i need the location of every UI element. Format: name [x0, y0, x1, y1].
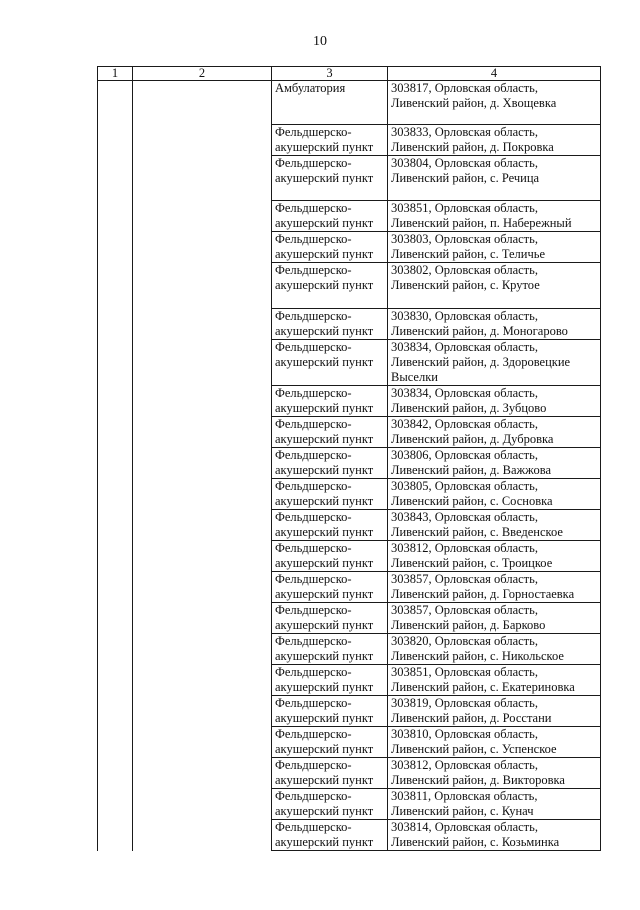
facility-name-line: Фельдшерско- — [275, 572, 352, 586]
column-header-3: 3 — [272, 67, 388, 81]
address-line: Ливенский район, с. Введенское — [391, 525, 563, 539]
facility-name-line: акушерский пункт — [275, 278, 374, 292]
cell-col2 — [133, 386, 272, 417]
facility-name-line: Фельдшерско- — [275, 510, 352, 524]
facility-name-cell — [272, 448, 388, 479]
table-row — [98, 727, 601, 758]
table-row — [98, 572, 601, 603]
facility-name-line: Фельдшерско- — [275, 309, 352, 323]
cell-col2 — [133, 696, 272, 727]
facility-name-line: Фельдшерско- — [275, 340, 352, 354]
address-line: 303851, Орловская область, — [391, 201, 538, 215]
address-line: Ливенский район, д. Хвощевка — [391, 96, 557, 110]
address-cell — [388, 417, 601, 448]
address-line: Выселки — [391, 370, 438, 384]
address-cell — [388, 201, 601, 232]
cell-col1 — [98, 156, 133, 201]
address-cell — [388, 634, 601, 665]
facility-name-cell — [272, 510, 388, 541]
cell-col1 — [98, 603, 133, 634]
address-line: 303810, Орловская область, — [391, 727, 538, 741]
cell-col2 — [133, 665, 272, 696]
cell-col1 — [98, 263, 133, 309]
facility-name-cell — [272, 340, 388, 386]
facility-name-line: акушерский пункт — [275, 556, 374, 570]
cell-col1 — [98, 727, 133, 758]
facilities-table — [97, 66, 601, 851]
address-line: 303857, Орловская область, — [391, 572, 538, 586]
address-line: 303834, Орловская область, — [391, 340, 538, 354]
address-cell — [388, 263, 601, 309]
cell-col1 — [98, 572, 133, 603]
address-line: Ливенский район, с. Успенское — [391, 742, 557, 756]
cell-col1 — [98, 665, 133, 696]
table-row — [98, 789, 601, 820]
address-cell — [388, 727, 601, 758]
cell-col2 — [133, 758, 272, 789]
facility-name-line: Фельдшерско- — [275, 541, 352, 555]
address-line: Ливенский район, с. Речица — [391, 171, 540, 185]
facility-name-line: акушерский пункт — [275, 216, 374, 230]
cell-col2 — [133, 81, 272, 125]
address-cell — [388, 541, 601, 572]
column-header-4: 4 — [388, 67, 601, 81]
facility-name-cell — [272, 758, 388, 789]
address-line: 303806, Орловская область, — [391, 448, 538, 462]
cell-col1 — [98, 696, 133, 727]
cell-col1 — [98, 417, 133, 448]
facility-name-cell — [272, 417, 388, 448]
cell-col1 — [98, 758, 133, 789]
facility-name-cell — [272, 634, 388, 665]
address-line: Ливенский район, с. Сосновка — [391, 494, 553, 508]
address-line: Ливенский район, д. Горностаевка — [391, 587, 575, 601]
facility-name-line: Фельдшерско- — [275, 417, 352, 431]
cell-col2 — [133, 448, 272, 479]
facility-name-cell — [272, 263, 388, 309]
cell-col2 — [133, 125, 272, 156]
cell-col2 — [133, 820, 272, 851]
cell-col2 — [133, 634, 272, 665]
address-line: 303805, Орловская область, — [391, 479, 538, 493]
facility-name-line: Фельдшерско- — [275, 479, 352, 493]
table-row — [98, 125, 601, 156]
facility-name-line: акушерский пункт — [275, 649, 374, 663]
address-line: Ливенский район, с. Кунач — [391, 804, 534, 818]
address-line: Ливенский район, с. Козьминка — [391, 835, 560, 849]
address-line: Ливенский район, д. Дубровка — [391, 432, 554, 446]
facility-name-cell — [272, 201, 388, 232]
address-line: Ливенский район, д. Важжова — [391, 463, 552, 477]
address-cell — [388, 232, 601, 263]
facility-name-line: Фельдшерско- — [275, 820, 352, 834]
facility-name-cell — [272, 541, 388, 572]
facility-name-cell — [272, 156, 388, 201]
table-row — [98, 81, 601, 125]
cell-col2 — [133, 510, 272, 541]
facility-name-cell — [272, 603, 388, 634]
address-line: 303834, Орловская область, — [391, 386, 538, 400]
facility-name-line: акушерский пункт — [275, 355, 374, 369]
address-cell — [388, 386, 601, 417]
facility-name-cell — [272, 696, 388, 727]
facility-name-line: Фельдшерско- — [275, 448, 352, 462]
facility-name-cell — [272, 572, 388, 603]
cell-col1 — [98, 479, 133, 510]
page-number: 10 — [313, 34, 327, 49]
table-row — [98, 479, 601, 510]
address-line: 303851, Орловская область, — [391, 665, 538, 679]
facility-name-line: акушерский пункт — [275, 525, 374, 539]
cell-col2 — [133, 727, 272, 758]
address-line: Ливенский район, д. Зубцово — [391, 401, 547, 415]
cell-col2 — [133, 541, 272, 572]
table-row — [98, 309, 601, 340]
cell-col2 — [133, 789, 272, 820]
table-row — [98, 232, 601, 263]
facility-name-line: акушерский пункт — [275, 711, 374, 725]
table-row — [98, 541, 601, 572]
facility-name-line: акушерский пункт — [275, 742, 374, 756]
cell-col1 — [98, 125, 133, 156]
cell-col1 — [98, 820, 133, 851]
address-cell — [388, 758, 601, 789]
facility-name-line: акушерский пункт — [275, 804, 374, 818]
address-line: Ливенский район, с. Крутое — [391, 278, 540, 292]
address-line: 303820, Орловская область, — [391, 634, 538, 648]
cell-col1 — [98, 510, 133, 541]
cell-col1 — [98, 541, 133, 572]
address-line: 303804, Орловская область, — [391, 156, 538, 170]
cell-col2 — [133, 309, 272, 340]
cell-col1 — [98, 789, 133, 820]
address-line: 303812, Орловская область, — [391, 758, 538, 772]
address-line: 303842, Орловская область, — [391, 417, 538, 431]
cell-col1 — [98, 232, 133, 263]
address-line: Ливенский район, п. Набережный — [391, 216, 572, 230]
cell-col1 — [98, 81, 133, 125]
facility-name-line: Фельдшерско- — [275, 696, 352, 710]
address-cell — [388, 340, 601, 386]
table-row — [98, 263, 601, 309]
table-row — [98, 665, 601, 696]
cell-col2 — [133, 417, 272, 448]
address-cell — [388, 448, 601, 479]
cell-col2 — [133, 263, 272, 309]
address-line: 303802, Орловская область, — [391, 263, 538, 277]
address-line: 303819, Орловская область, — [391, 696, 538, 710]
facility-name-line: акушерский пункт — [275, 587, 374, 601]
facility-name-line: акушерский пункт — [275, 494, 374, 508]
address-cell — [388, 789, 601, 820]
cell-col1 — [98, 340, 133, 386]
facility-name-line: Фельдшерско- — [275, 201, 352, 215]
address-line: 303803, Орловская область, — [391, 232, 538, 246]
address-cell — [388, 665, 601, 696]
address-line: 303817, Орловская область, — [391, 81, 538, 95]
address-line: 303812, Орловская область, — [391, 541, 538, 555]
facility-name-line: Фельдшерско- — [275, 665, 352, 679]
facility-name-line: акушерский пункт — [275, 618, 374, 632]
facility-name-line: Фельдшерско- — [275, 232, 352, 246]
facility-name-line: акушерский пункт — [275, 140, 374, 154]
table-row — [98, 634, 601, 665]
address-cell — [388, 696, 601, 727]
address-line: Ливенский район, с. Троицкое — [391, 556, 553, 570]
address-line: Ливенский район, с. Никольское — [391, 649, 564, 663]
facility-name-line: акушерский пункт — [275, 680, 374, 694]
facility-name-cell — [272, 479, 388, 510]
facility-name-line: Фельдшерско- — [275, 789, 352, 803]
address-line: 303843, Орловская область, — [391, 510, 538, 524]
address-line: Ливенский район, д. Моногарово — [391, 324, 568, 338]
table-row — [98, 696, 601, 727]
table-row — [98, 758, 601, 789]
facility-name-line: акушерский пункт — [275, 247, 374, 261]
address-cell — [388, 510, 601, 541]
table-row — [98, 156, 601, 201]
address-cell — [388, 125, 601, 156]
facility-name-line: Фельдшерско- — [275, 263, 352, 277]
address-cell — [388, 572, 601, 603]
cell-col1 — [98, 634, 133, 665]
table-row — [98, 448, 601, 479]
cell-col1 — [98, 448, 133, 479]
cell-col2 — [133, 340, 272, 386]
facility-name-cell — [272, 125, 388, 156]
cell-col1 — [98, 386, 133, 417]
cell-col1 — [98, 201, 133, 232]
facility-name-cell — [272, 81, 388, 125]
table-body — [98, 81, 601, 851]
facility-name-line: Фельдшерско- — [275, 386, 352, 400]
facility-name-cell — [272, 232, 388, 263]
address-line: Ливенский район, д. Барково — [391, 618, 546, 632]
table-row — [98, 340, 601, 386]
facility-name-line: акушерский пункт — [275, 171, 374, 185]
address-line: 303830, Орловская область, — [391, 309, 538, 323]
address-line: Ливенский район, д. Росстани — [391, 711, 552, 725]
cell-col2 — [133, 603, 272, 634]
address-cell — [388, 820, 601, 851]
address-line: 303857, Орловская область, — [391, 603, 538, 617]
facility-name-line: акушерский пункт — [275, 773, 374, 787]
address-line: 303814, Орловская область, — [391, 820, 538, 834]
table-row — [98, 510, 601, 541]
column-header-2: 2 — [133, 67, 272, 81]
facility-name-line: Фельдшерско- — [275, 603, 352, 617]
column-header-1: 1 — [98, 67, 133, 81]
facility-name-line: акушерский пункт — [275, 463, 374, 477]
facility-name-line: Амбулатория — [275, 81, 346, 95]
address-line: Ливенский район, с. Екатериновка — [391, 680, 575, 694]
table-row — [98, 417, 601, 448]
cell-col2 — [133, 232, 272, 263]
facility-name-line: Фельдшерско- — [275, 727, 352, 741]
address-cell — [388, 603, 601, 634]
address-line: 303833, Орловская область, — [391, 125, 538, 139]
facility-name-line: Фельдшерско- — [275, 125, 352, 139]
table-row — [98, 820, 601, 851]
facility-name-cell — [272, 789, 388, 820]
facility-name-cell — [272, 386, 388, 417]
cell-col1 — [98, 309, 133, 340]
cell-col2 — [133, 156, 272, 201]
address-cell — [388, 156, 601, 201]
facility-name-line: акушерский пункт — [275, 835, 374, 849]
address-cell — [388, 81, 601, 125]
address-line: 303811, Орловская область, — [391, 789, 538, 803]
header-row — [98, 67, 601, 81]
cell-col2 — [133, 201, 272, 232]
facility-name-cell — [272, 820, 388, 851]
facility-name-line: акушерский пункт — [275, 324, 374, 338]
facility-name-line: Фельдшерско- — [275, 634, 352, 648]
facility-name-cell — [272, 727, 388, 758]
facility-name-cell — [272, 665, 388, 696]
facility-name-cell — [272, 309, 388, 340]
table-row — [98, 386, 601, 417]
address-cell — [388, 309, 601, 340]
address-line: Ливенский район, д. Здоровецкие — [391, 355, 571, 369]
address-cell — [388, 479, 601, 510]
facility-name-line: Фельдшерско- — [275, 758, 352, 772]
cell-col2 — [133, 479, 272, 510]
facility-name-line: акушерский пункт — [275, 432, 374, 446]
cell-col2 — [133, 572, 272, 603]
facility-name-line: акушерский пункт — [275, 401, 374, 415]
address-line: Ливенский район, с. Теличье — [391, 247, 546, 261]
table-row — [98, 603, 601, 634]
facility-name-line: Фельдшерско- — [275, 156, 352, 170]
address-line: Ливенский район, д. Викторовка — [391, 773, 565, 787]
address-line: Ливенский район, д. Покровка — [391, 140, 554, 154]
table-row — [98, 201, 601, 232]
